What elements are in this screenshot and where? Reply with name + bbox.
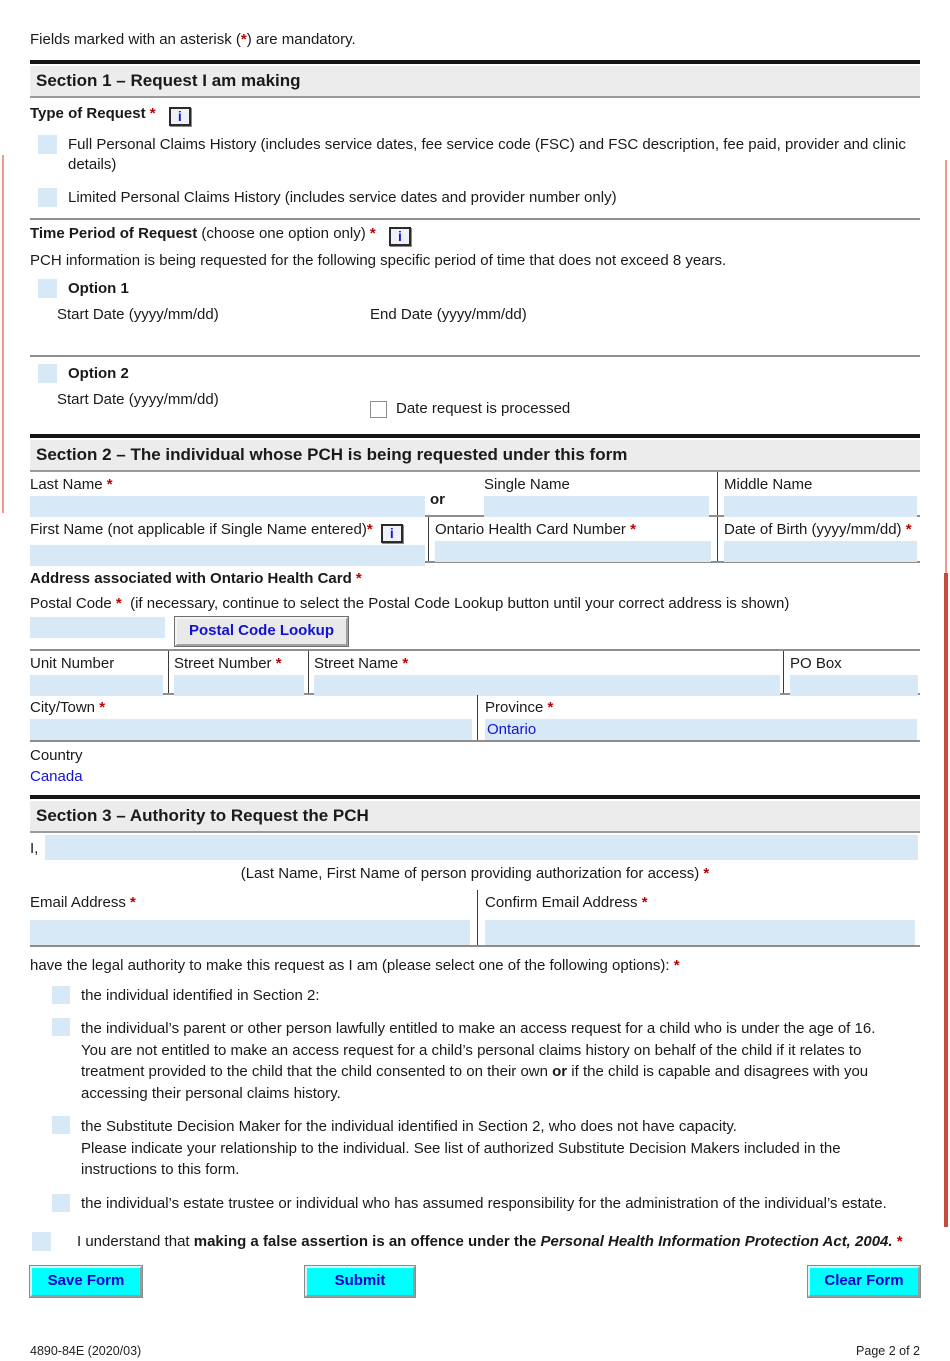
dob-input[interactable] (724, 541, 917, 562)
po-box-label: PO Box (790, 655, 842, 672)
first-name-label: First Name (not applicable if Single Name entered) (30, 521, 367, 538)
confirm-email-label: Confirm Email Address (485, 894, 638, 911)
ohcn-input[interactable] (435, 541, 711, 562)
confirm-email-input[interactable] (485, 920, 915, 945)
city-label: City/Town (30, 699, 96, 716)
auth-parent-label: the individual’s parent or other person lawfully entitled to make an access request for a child who is under the age of 16. You are not entitled to make an access request for a child’s personal claims history on behalf of the child if it relates to treatment provided to the child that the child consented to on their own or if the child is capable and disagrees with you accessing their personal claims history. (81, 1020, 876, 1102)
auth-individual-checkbox[interactable] (52, 986, 70, 1004)
asterisk: * (703, 865, 710, 882)
date-processed-label: Date request is processed (396, 400, 571, 417)
unit-number-input[interactable] (30, 675, 163, 696)
divider (30, 218, 920, 220)
authorizer-name-input[interactable] (45, 835, 918, 860)
country-label: Country (30, 747, 83, 764)
auth-sdm-checkbox[interactable] (52, 1116, 70, 1134)
or-label: or (430, 491, 445, 508)
asterisk: * (905, 521, 912, 538)
asterisk: * (896, 1232, 903, 1250)
section2-top-rule (30, 434, 920, 438)
street-name-label: Street Name (314, 655, 399, 672)
limited-pch-label: Limited Personal Claims History (includes service dates and provider number only) (68, 189, 617, 206)
section3-top-rule (30, 795, 920, 799)
save-form-button[interactable]: Save Form (30, 1266, 142, 1297)
false-assertion-label: I understand that making a false assertion is an offence under the Personal Health Information Protection Act, 2004. * (77, 1232, 903, 1250)
country-value: Canada (30, 768, 83, 785)
asterisk: * (547, 699, 554, 716)
province-input[interactable]: Ontario (485, 719, 917, 740)
asterisk: * (106, 476, 113, 493)
postal-code-input[interactable] (30, 617, 165, 638)
asterisk: * (641, 894, 648, 911)
false-assertion-checkbox[interactable] (32, 1232, 51, 1251)
asterisk: * (630, 521, 636, 538)
option1-end-date-input[interactable] (370, 327, 520, 351)
option2-start-date-label: Start Date (yyyy/mm/dd) (57, 391, 219, 408)
full-pch-label: Full Personal Claims History (includes service dates, fee service code (FSC) and FSC description, fee paid, provider and clinic details) (68, 136, 906, 173)
auth-parent-checkbox[interactable] (52, 1018, 70, 1036)
legal-intro: have the legal authority to make this request as I am (please select one of the following options): (30, 957, 670, 974)
postal-code-lookup-button[interactable]: Postal Code Lookup (175, 617, 348, 646)
asterisk: * (99, 699, 106, 716)
asterisk: * (355, 570, 362, 587)
last-name-input[interactable] (30, 496, 425, 517)
middle-name-input[interactable] (724, 496, 917, 517)
edge-highlight-right-thick (944, 573, 948, 1227)
option1-end-date-label: End Date (yyyy/mm/dd) (370, 306, 527, 323)
street-name-input[interactable] (314, 675, 780, 696)
option2-checkbox[interactable] (38, 364, 57, 383)
asterisk: * (369, 225, 376, 242)
mandatory-note-prefix: Fields marked with an asterisk ( (30, 31, 241, 48)
option1-label: Option 1 (68, 280, 129, 297)
time-period-description: PCH information is being requested for the following specific period of time that does not exceed 8 years. (30, 252, 727, 269)
mandatory-note (30, 30, 920, 50)
info-icon[interactable]: i (381, 524, 403, 543)
option1-start-date-label: Start Date (yyyy/mm/dd) (57, 306, 219, 323)
asterisk: * (149, 105, 156, 122)
edge-highlight-right-thin (945, 160, 947, 573)
info-icon[interactable]: i (169, 107, 191, 126)
date-processed-checkbox[interactable] (370, 401, 387, 418)
i-label: I, (30, 840, 39, 857)
time-period-label-rest: (choose one option only) (197, 225, 370, 242)
asterisk: * (275, 655, 282, 672)
ohcn-label: Ontario Health Card Number (435, 521, 626, 538)
middle-name-label: Middle Name (724, 476, 813, 493)
time-period-label: Time Period of Request (30, 225, 198, 242)
single-name-input[interactable] (484, 496, 709, 517)
asterisk: * (130, 894, 136, 911)
po-box-input[interactable] (790, 675, 918, 696)
section1-top-rule (30, 60, 920, 64)
postal-code-label: Postal Code (30, 595, 112, 612)
auth-estate-label: the individual’s estate trustee or individual who has assumed responsibility for the administration of the individual’s estate. (81, 1194, 887, 1212)
email-label: Email Address (30, 894, 126, 911)
dob-label: Date of Birth (yyyy/mm/dd) (724, 521, 902, 538)
edge-highlight-left (2, 155, 4, 513)
asterisk: * (402, 655, 409, 672)
divider (30, 355, 920, 357)
email-input[interactable] (30, 920, 470, 945)
option2-label: Option 2 (68, 365, 129, 382)
single-name-label: Single Name (484, 476, 570, 493)
time-period-row (30, 224, 920, 246)
asterisk: * (115, 595, 122, 612)
clear-form-button[interactable]: Clear Form (808, 1266, 920, 1297)
auth-sdm-label: the Substitute Decision Maker for the individual identified in Section 2, who does not have capacity. Please indicate your relationship to the individual. See list of authorized Substitute Decision Makers included in the instructions to this form. (81, 1118, 841, 1178)
section2-header: Section 2 – The individual whose PCH is being requested under this form (30, 440, 920, 472)
asterisk: * (673, 957, 680, 974)
city-input[interactable] (30, 719, 472, 740)
postal-code-row (30, 594, 920, 614)
option1-checkbox[interactable] (38, 279, 57, 298)
option1-start-date-input[interactable] (57, 327, 207, 351)
submit-button[interactable]: Submit (305, 1266, 415, 1297)
province-label: Province (485, 699, 544, 716)
limited-pch-checkbox[interactable] (38, 188, 57, 207)
form-number: 4890-84E (2020/03) (30, 1343, 142, 1358)
auth-individual-label: the individual identified in Section 2: (81, 987, 320, 1004)
page-number: Page 2 of 2 (856, 1343, 920, 1358)
authorizer-caption: (Last Name, First Name of person providing authorization for access) (240, 865, 700, 882)
postal-code-hint: (if necessary, continue to select the Postal Code Lookup button until your correct address is shown) (130, 595, 790, 612)
section3-header: Section 3 – Authority to Request the PCH (30, 801, 920, 833)
section1-header: Section 1 – Request I am making (30, 66, 920, 98)
type-of-request-label: Type of Request (30, 105, 146, 122)
unit-number-label: Unit Number (30, 655, 115, 672)
address-heading: Address associated with Ontario Health Card * (30, 570, 362, 587)
first-name-input[interactable] (30, 545, 425, 566)
option2-start-date-input[interactable] (57, 410, 207, 426)
street-number-label: Street Number (174, 655, 272, 672)
last-name-label: Last Name (30, 476, 103, 493)
mandatory-note-suffix: ) are mandatory. (246, 31, 356, 48)
auth-estate-checkbox[interactable] (52, 1194, 70, 1212)
street-number-input[interactable] (174, 675, 304, 696)
type-of-request-row (30, 104, 920, 126)
asterisk: * (240, 31, 247, 48)
full-pch-checkbox[interactable] (38, 135, 57, 154)
asterisk: * (366, 521, 373, 538)
info-icon[interactable]: i (389, 227, 411, 246)
